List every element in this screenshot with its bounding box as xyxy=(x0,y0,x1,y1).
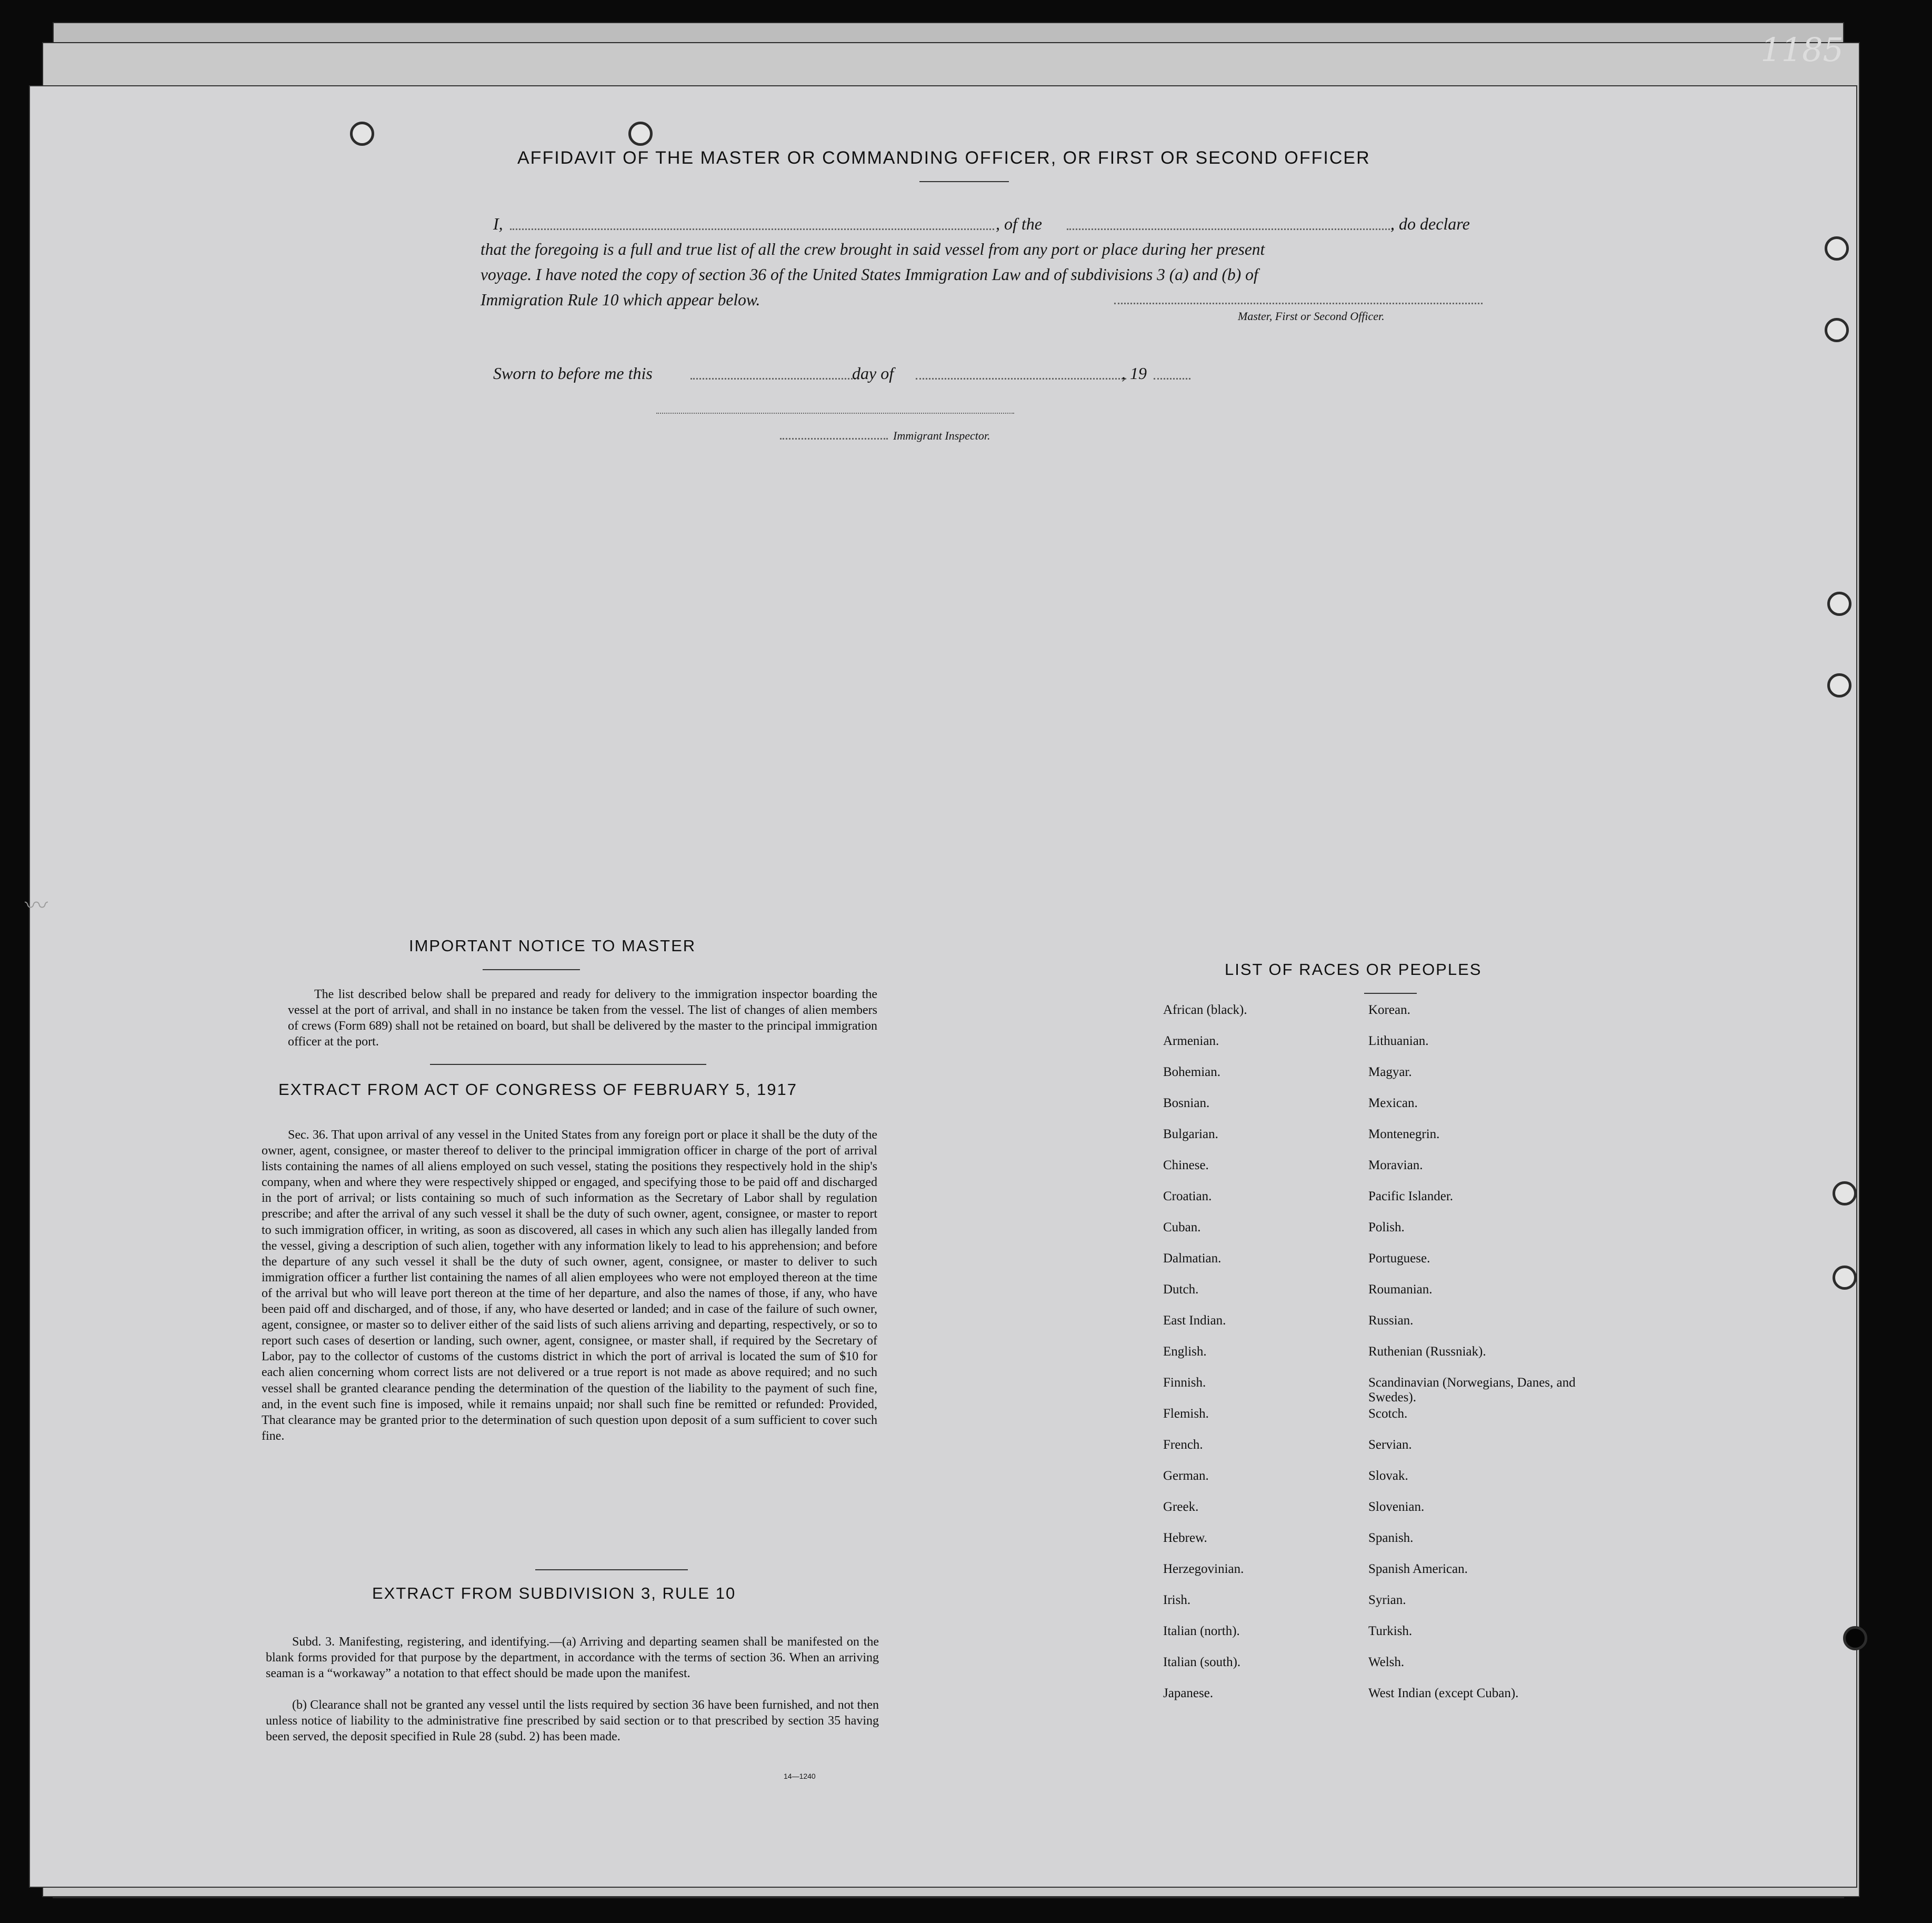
race-item: Bosnian. xyxy=(1163,1096,1210,1110)
punch-hole-icon xyxy=(1825,236,1849,261)
race-item: Mexican. xyxy=(1368,1096,1418,1110)
sworn-text: Sworn to before me this xyxy=(493,364,653,383)
races-list xyxy=(1163,1003,1605,1717)
year-text: , 19 xyxy=(1122,364,1147,383)
affidavit-line-2: that the foregoing is a full and true list of all the crew brought in said vessel from any port or place during her present xyxy=(481,240,1265,258)
sworn-day-line xyxy=(690,378,859,380)
race-item: Greek. xyxy=(1163,1500,1199,1514)
race-item: Moravian. xyxy=(1368,1158,1423,1172)
rule-subdivision-b: (b) Clearance shall not be granted any vessel until the lists required by section 36 have been furnished, and not then unless notice of liability to the administrative fine prescribed by said section or to that prescribed by section 35 having been served, the deposit specified in Rule 28 (subd. 2) has been made. xyxy=(266,1698,879,1743)
race-item: Armenian. xyxy=(1163,1034,1219,1048)
race-item: West Indian (except Cuban). xyxy=(1368,1686,1519,1700)
section-divider xyxy=(535,1569,688,1570)
race-item: Welsh. xyxy=(1368,1655,1405,1669)
race-item: Italian (south). xyxy=(1163,1655,1241,1669)
master-signature-caption: Master, First or Second Officer. xyxy=(1238,310,1385,323)
form-code: 14—1240 xyxy=(784,1772,816,1780)
race-item: Scandinavian (Norwegians, Danes, and Swedes). xyxy=(1368,1376,1576,1404)
race-item: Montenegrin. xyxy=(1368,1127,1440,1141)
race-item: Korean. xyxy=(1368,1003,1410,1017)
race-item: East Indian. xyxy=(1163,1313,1226,1328)
race-item: German. xyxy=(1163,1469,1209,1483)
inspector-signature-line xyxy=(780,438,888,440)
master-signature-line xyxy=(1114,303,1483,304)
race-item: Magyar. xyxy=(1368,1065,1412,1079)
race-item: Irish. xyxy=(1163,1593,1191,1607)
race-item: Spanish American. xyxy=(1368,1562,1468,1576)
race-item: Slovak. xyxy=(1368,1469,1408,1483)
punch-hole-icon xyxy=(1843,1626,1867,1650)
act-section-36-text: Sec. 36. That upon arrival of any vessel in the United States from any foreign port or place it shall be the duty of the owner, agent, consignee, or master thereof to deliver to the principal immigration officer in charge of the port of arrival lists containing the names of all aliens employed on such vessel, stating the positions they respectively hold in the ship's company, when and where they were respectively shipped or engaged, and specifying those to be paid off and discharged in the port of arrival; or lists containing so much of such information as the Secretary of Labor shall by regulation prescribe; and after the arrival of any such vessel it shall be the duty of such owner, agent, consignee, or master to report to such immigration officer, in writing, as soon as discovered, all cases in which any such alien has illegally landed from the vessel, giving a description of such alien, together with any information likely to lead to his apprehension; and before the departure of any such vessel it shall be the duty of such owner, agent, consignee, or master to deliver to such immigration officer a further list containing the names of all alien employees who were not employed thereon at the time of the arrival but who will leave port thereon at the time of her departure, and also the names of those, if any, who have been paid off and discharged, and of those, if any, who have deserted or landed; and in case of the failure of such owner, agent, consignee, or master so to deliver either of the said lists of such aliens arriving and departing, respectively, or so to report such cases of desertion or landing, such owner, agent, consignee, or master shall, if required by the Secretary of Labor, pay to the collector of customs of the customs district in which the port of arrival is located the sum of $10 for each alien concerning whom correct lists are not delivered or a true report is not made as above required; and no such vessel shall be granted clearance pending the determination of the question of the liability to the payment of such fine, and, in the event such fine is imposed, while it remains unpaid; nor shall such fine be remitted or refunded: Provided, That clearance may be granted prior to the determination of such question upon deposit of a sum sufficient to cover such fine. xyxy=(262,1128,877,1443)
inspector-signature-line xyxy=(656,413,1014,414)
punch-hole-icon xyxy=(1825,318,1849,342)
punch-hole-icon xyxy=(628,122,653,146)
race-item: Russian. xyxy=(1368,1313,1414,1328)
race-item: Herzegovinian. xyxy=(1163,1562,1244,1576)
punch-hole-icon xyxy=(1827,673,1851,698)
officer-name-line xyxy=(510,228,994,230)
race-item: Hebrew. xyxy=(1163,1531,1207,1545)
notice-underline xyxy=(483,969,580,970)
race-item: Bulgarian. xyxy=(1163,1127,1218,1141)
race-item: Lithuanian. xyxy=(1368,1034,1429,1048)
punch-hole-icon xyxy=(1827,592,1851,616)
race-item: Servian. xyxy=(1368,1438,1412,1452)
race-item: Croatian. xyxy=(1163,1189,1212,1203)
act-title: EXTRACT FROM ACT OF CONGRESS OF FEBRUARY 5, 1917 xyxy=(278,1080,798,1099)
affidavit-line-3: voyage. I have noted the copy of section 36 of the United States Immigration Law and of subdivisions 3 (a) and (b) of xyxy=(481,265,1258,284)
sworn-month-line xyxy=(916,378,1126,380)
race-item: Italian (north). xyxy=(1163,1624,1240,1638)
race-item: Roumanian. xyxy=(1368,1282,1433,1297)
title-underline xyxy=(919,181,1009,182)
race-item: Bohemian. xyxy=(1163,1065,1221,1079)
race-item: Pacific Islander. xyxy=(1368,1189,1454,1203)
race-item: Slovenian. xyxy=(1368,1500,1425,1514)
race-item: Cuban. xyxy=(1163,1220,1201,1234)
race-item: Dalmatian. xyxy=(1163,1251,1222,1266)
section-divider xyxy=(430,1064,706,1065)
affidavit-title: AFFIDAVIT OF THE MASTER OR COMMANDING OFFICER, OR FIRST OR SECOND OFFICER xyxy=(517,148,1370,168)
inspector-caption: Immigrant Inspector. xyxy=(893,429,990,442)
punch-hole-icon xyxy=(1833,1266,1857,1290)
affidavit-of-the: , of the xyxy=(996,214,1042,233)
race-item: Chinese. xyxy=(1163,1158,1209,1172)
race-item: Turkish. xyxy=(1368,1624,1413,1638)
race-item: Finnish. xyxy=(1163,1376,1206,1390)
notice-title: IMPORTANT NOTICE TO MASTER xyxy=(409,936,696,955)
race-item: Syrian. xyxy=(1368,1593,1406,1607)
punch-hole-icon xyxy=(350,122,374,146)
rule-title: EXTRACT FROM SUBDIVISION 3, RULE 10 xyxy=(372,1584,736,1602)
race-item: Spanish. xyxy=(1368,1531,1414,1545)
race-item: Japanese. xyxy=(1163,1686,1214,1700)
races-title: LIST OF RACES OR PEOPLES xyxy=(1225,960,1482,979)
race-item: Polish. xyxy=(1368,1220,1405,1234)
race-item: English. xyxy=(1163,1344,1207,1359)
race-item: Scotch. xyxy=(1368,1407,1408,1421)
rule-subdivision-a: Subd. 3. Manifesting, registering, and identifying.—(a) Arriving and departing seamen shall be manifested on the blank forms provided for that purpose by the department, in accordance with the terms of section 36. When an arriving seaman is a “workaway” a notation to that effect should be made upon the manifest. xyxy=(266,1635,879,1680)
stain-mark: 〰 xyxy=(25,893,48,919)
sworn-year-line xyxy=(1154,378,1190,380)
races-underline xyxy=(1364,993,1417,994)
race-item: Flemish. xyxy=(1163,1407,1209,1421)
affidavit-i: I, xyxy=(493,214,503,233)
affidavit-do-declare: , do declare xyxy=(1390,214,1470,233)
race-item: African (black). xyxy=(1163,1003,1247,1017)
race-item: Dutch. xyxy=(1163,1282,1199,1297)
notice-text: The list described below shall be prepared and ready for delivery to the immigration inspector boarding the vessel at the port of arrival, and shall in no instance be taken from the vessel. The list of changes of alien members of crews (Form 689) shall not be retained on board, but shall be delivered by the master to the principal immigration officer at the port. xyxy=(288,988,877,1049)
race-item: Portuguese. xyxy=(1368,1251,1430,1266)
race-item: Ruthenian (Russniak). xyxy=(1368,1344,1486,1359)
vessel-name-line xyxy=(1067,228,1393,230)
handwritten-page-number: 1185 xyxy=(1760,31,1844,69)
race-item: French. xyxy=(1163,1438,1203,1452)
affidavit-line-4: Immigration Rule 10 which appear below. xyxy=(481,291,760,309)
day-of-text: day of xyxy=(852,364,894,383)
punch-hole-icon xyxy=(1833,1181,1857,1205)
